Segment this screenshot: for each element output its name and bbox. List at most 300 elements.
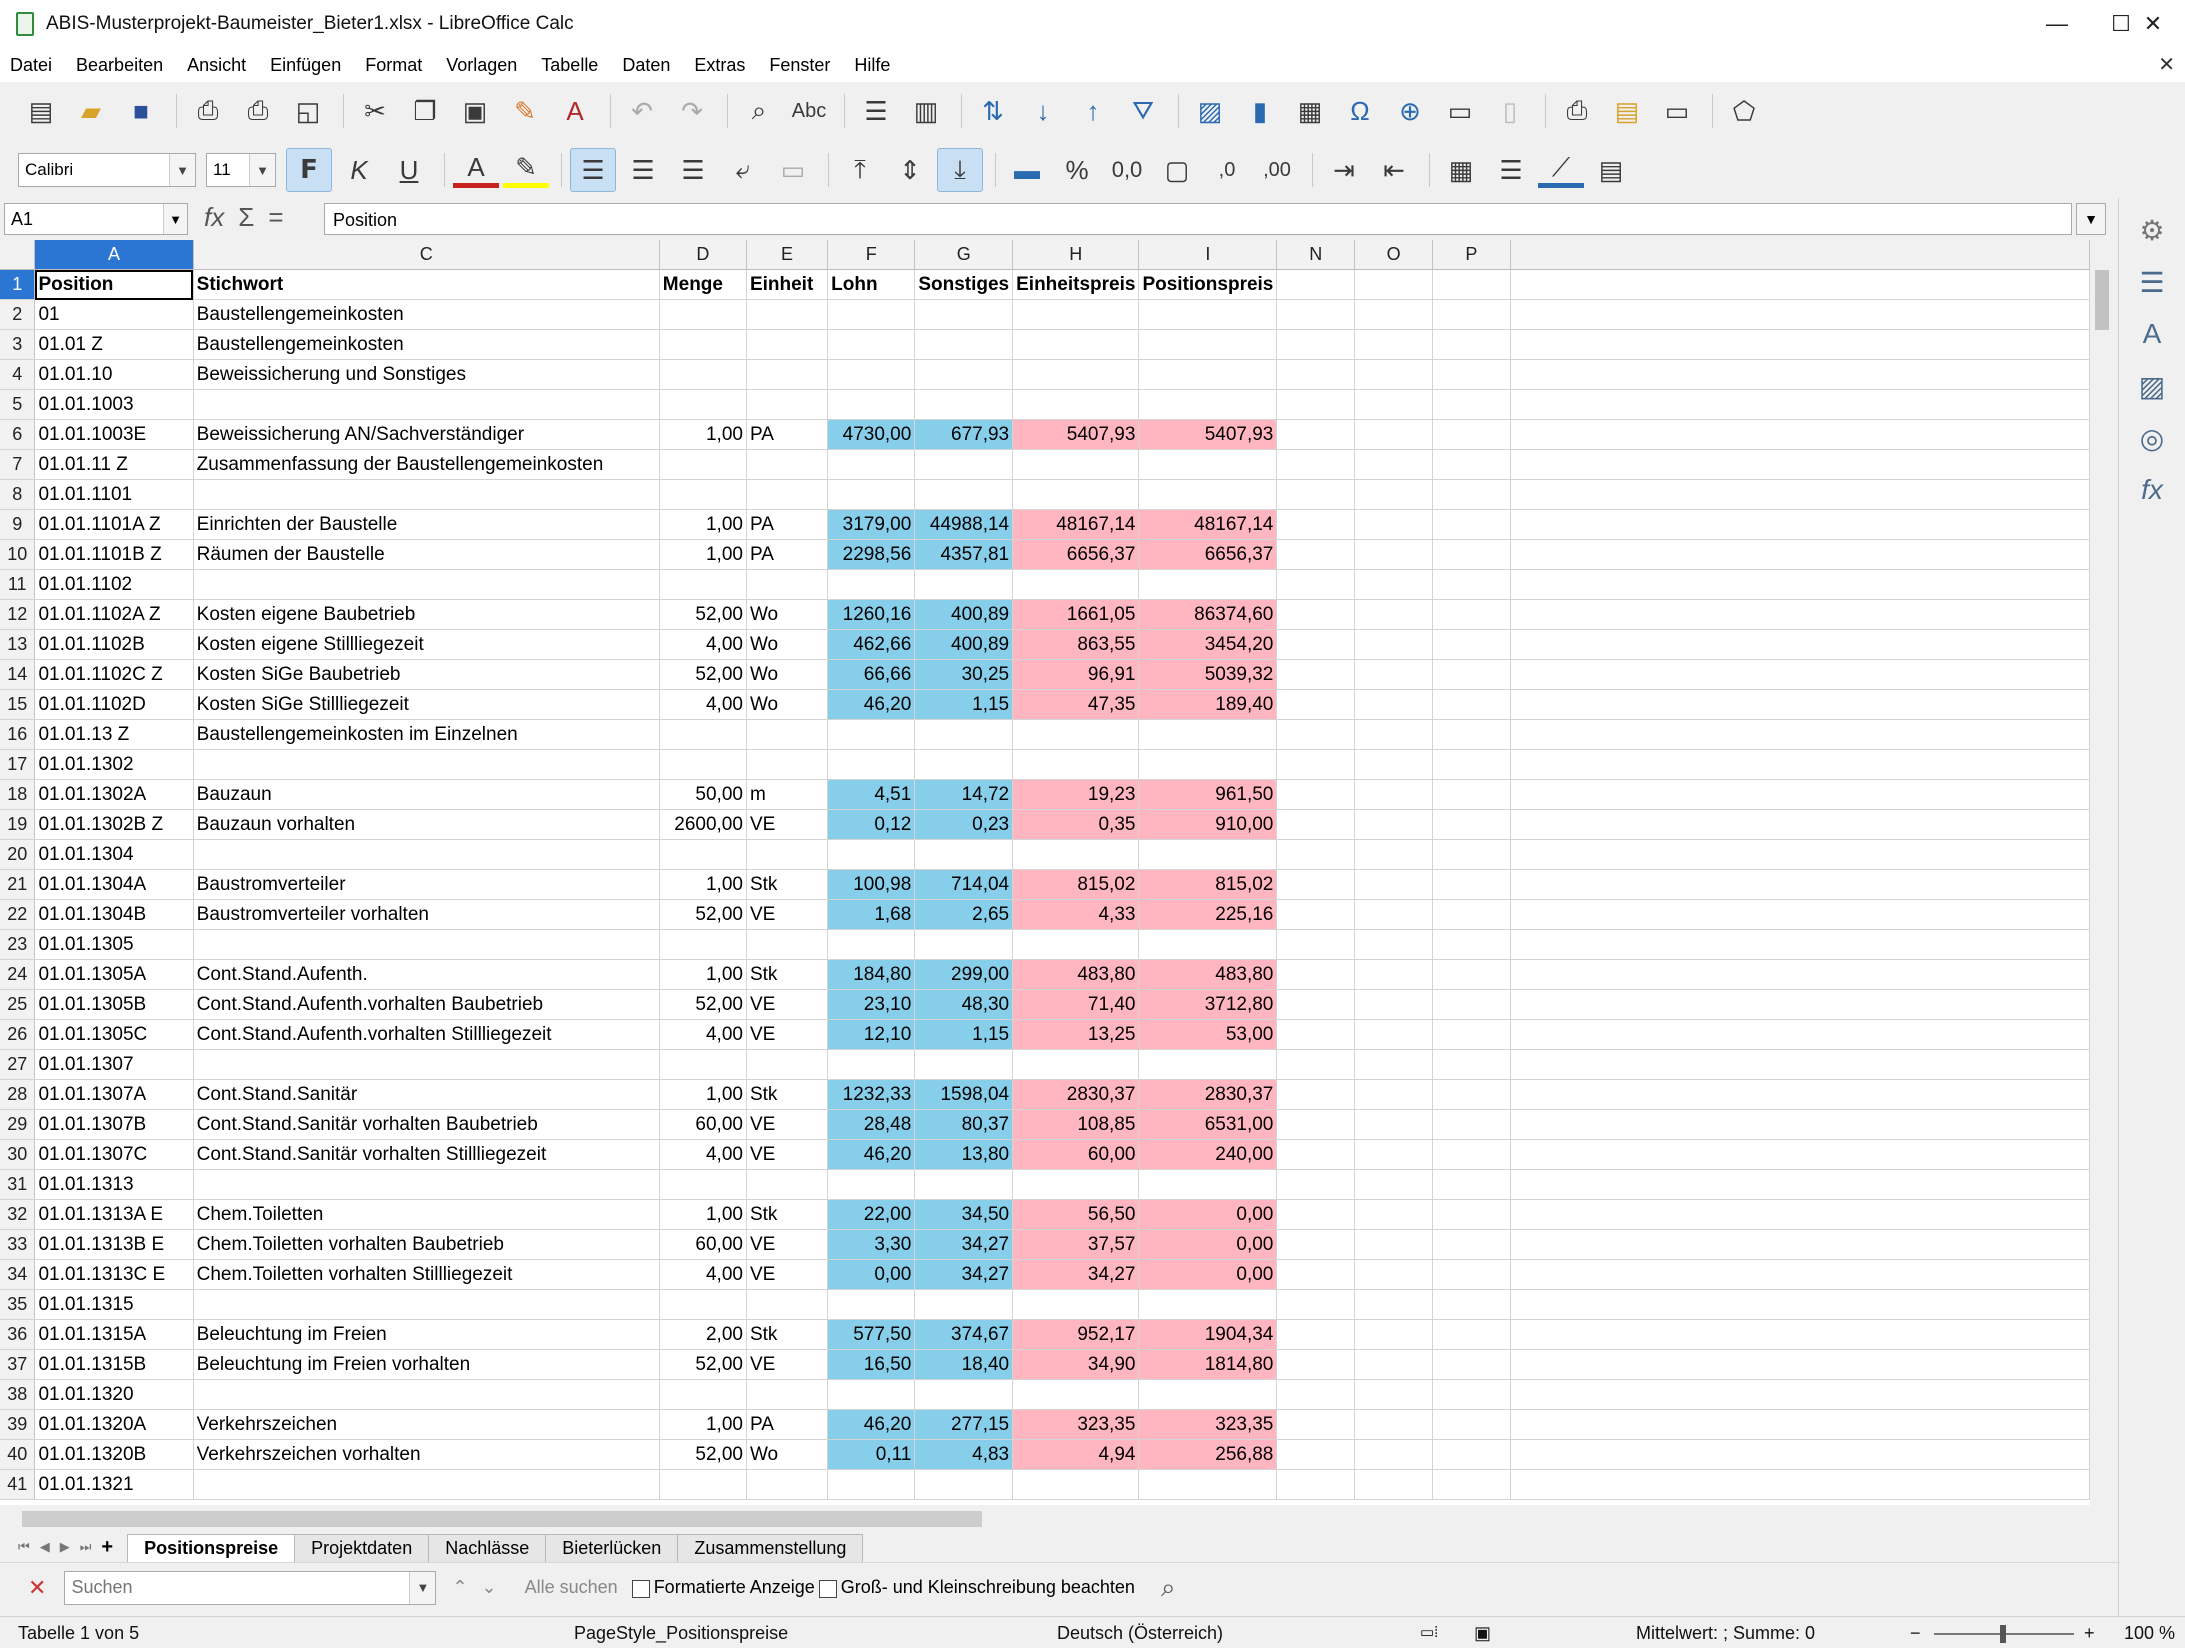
cell-g[interactable]: 714,04 [915,870,1013,900]
empty-cell[interactable] [1510,480,2089,510]
cell-i[interactable]: 6656,37 [1139,540,1277,570]
cell-g[interactable]: 2,65 [915,900,1013,930]
cell-h[interactable]: 952,17 [1013,1320,1139,1350]
cell-e[interactable]: Stk [746,1320,827,1350]
empty-cell[interactable] [1510,570,2089,600]
cell-e[interactable]: Stk [746,1200,827,1230]
insert-image-icon[interactable]: ▨ [1197,95,1223,126]
wrap-text-icon[interactable]: ⤶ [735,154,751,184]
menu-item-6[interactable]: Vorlagen [446,54,518,75]
cell-e[interactable]: m [746,780,827,810]
empty-cell[interactable] [1355,930,1433,960]
italic-button[interactable]: K [350,154,368,185]
cell-h[interactable]: 323,35 [1013,1410,1139,1440]
row-header[interactable]: 39 [0,1410,35,1440]
cell-c[interactable]: Kosten eigene Stillliegezeit [193,630,659,660]
cell-h[interactable] [1013,840,1139,870]
menu-item-4[interactable]: Einfügen [270,54,342,75]
cell-d[interactable]: 4,00 [659,690,746,720]
minimize-button[interactable]: — [2046,11,2068,36]
empty-cell[interactable] [1277,390,1355,420]
empty-cell[interactable] [1510,1230,2089,1260]
cell-c[interactable] [193,840,659,870]
empty-cell[interactable] [1277,420,1355,450]
cell-a[interactable]: 01.01.1313A E [35,1200,193,1230]
empty-cell[interactable] [1510,900,2089,930]
empty-cell[interactable] [1433,1020,1511,1050]
cell-h[interactable] [1013,720,1139,750]
cell-d[interactable] [659,1290,746,1320]
row-header[interactable]: 23 [0,930,35,960]
empty-cell[interactable] [1277,630,1355,660]
empty-cell[interactable] [1355,540,1433,570]
column-header[interactable]: N [1277,240,1355,270]
cell-g[interactable]: 400,89 [915,600,1013,630]
cell-i[interactable]: 323,35 [1139,1410,1277,1440]
formula-input[interactable]: Position [324,203,2072,235]
border-style-icon[interactable]: ☰ [1499,154,1523,185]
empty-cell[interactable] [1277,1320,1355,1350]
cell-e[interactable] [746,1170,827,1200]
cell-a[interactable]: 01.01.1101 [35,480,193,510]
cell-g[interactable] [915,390,1013,420]
cell-g[interactable] [915,450,1013,480]
cell-d[interactable]: 4,00 [659,1260,746,1290]
cell-h[interactable]: 19,23 [1013,780,1139,810]
cell-a[interactable]: 01.01.1321 [35,1470,193,1500]
borders-icon[interactable]: ▦ [1448,154,1474,185]
menu-item-8[interactable]: Daten [622,54,671,75]
empty-cell[interactable] [1433,780,1511,810]
empty-cell[interactable] [1433,300,1511,330]
cell-f[interactable]: 4730,00 [828,420,915,450]
row-header[interactable]: 14 [0,660,35,690]
cell-a[interactable]: 01.01.1320 [35,1380,193,1410]
empty-cell[interactable] [1355,870,1433,900]
cell-h[interactable] [1013,750,1139,780]
empty-cell[interactable] [1277,1110,1355,1140]
cell-e[interactable] [746,330,827,360]
special-character-icon[interactable]: Ω [1350,95,1370,126]
cell-a[interactable]: 01 [35,300,193,330]
cell-a[interactable]: 01.01.1320A [35,1410,193,1440]
cell-a[interactable]: 01.01.1304B [35,900,193,930]
cell-f[interactable]: 0,11 [828,1440,915,1470]
row-header[interactable]: 15 [0,690,35,720]
properties-icon[interactable]: ☰ [2139,266,2165,298]
empty-cell[interactable] [1510,270,2089,300]
row-header[interactable]: 24 [0,960,35,990]
header-cell[interactable]: Menge [659,270,746,300]
formatted-display-option[interactable] [632,1577,815,1598]
cell-e[interactable] [746,1380,827,1410]
cell-i[interactable] [1139,750,1277,780]
cell-i[interactable] [1139,1050,1277,1080]
empty-cell[interactable] [1277,510,1355,540]
font-size-box[interactable] [206,153,276,187]
cell-i[interactable] [1139,840,1277,870]
cell-f[interactable] [828,1170,915,1200]
close-window-button[interactable]: ✕ [2143,11,2163,36]
match-case-option[interactable] [819,1577,1135,1598]
cell-g[interactable]: 80,37 [915,1110,1013,1140]
open-folder-icon[interactable]: ▰ [81,95,101,126]
cell-i[interactable]: 0,00 [1139,1230,1277,1260]
cell-e[interactable]: VE [746,1350,827,1380]
freeze-rows-icon[interactable]: ▤ [1614,95,1640,126]
cell-c[interactable] [193,480,659,510]
cell-a[interactable]: 01.01.1003E [35,420,193,450]
cell-g[interactable]: 299,00 [915,960,1013,990]
header-cell[interactable]: Position [35,270,193,300]
cell-c[interactable]: Cont.Stand.Aufenth.vorhalten Stillliegezeit [193,1020,659,1050]
column-header[interactable]: G [915,240,1013,270]
cell-i[interactable]: 3712,80 [1139,990,1277,1020]
empty-cell[interactable] [1510,930,2089,960]
cell-f[interactable]: 28,48 [828,1110,915,1140]
empty-cell[interactable] [1433,480,1511,510]
cell-i[interactable]: 225,16 [1139,900,1277,930]
empty-cell[interactable] [1277,1410,1355,1440]
empty-cell[interactable] [1433,1410,1511,1440]
next-sheet-icon[interactable]: ▶ [59,1539,70,1554]
checkbox[interactable] [819,1580,837,1598]
empty-cell[interactable] [1277,1230,1355,1260]
empty-cell[interactable] [1433,660,1511,690]
cell-f[interactable]: 1,68 [828,900,915,930]
autofilter-icon[interactable]: ⛛ [1132,95,1154,125]
empty-cell[interactable] [1433,600,1511,630]
cell-g[interactable]: 1598,04 [915,1080,1013,1110]
empty-cell[interactable] [1433,750,1511,780]
empty-cell[interactable] [1277,1440,1355,1470]
empty-cell[interactable] [1510,540,2089,570]
empty-cell[interactable] [1510,1050,2089,1080]
row-header[interactable]: 17 [0,750,35,780]
horizontal-scrollbar[interactable] [0,1506,2112,1532]
empty-cell[interactable] [1510,1290,2089,1320]
cell-i[interactable]: 240,00 [1139,1140,1277,1170]
find-all-button[interactable]: Alle suchen [524,1577,618,1597]
sort-icon[interactable]: ⇅ [982,95,1004,126]
cell-e[interactable]: Stk [746,960,827,990]
chevron-down-icon[interactable]: ▼ [169,154,195,186]
cell-d[interactable] [659,750,746,780]
cell-g[interactable]: 0,23 [915,810,1013,840]
cell-c[interactable]: Verkehrszeichen vorhalten [193,1440,659,1470]
cell-e[interactable]: PA [746,540,827,570]
row-header[interactable]: 35 [0,1290,35,1320]
cell-i[interactable]: 256,88 [1139,1440,1277,1470]
print-icon[interactable]: ⎙ [247,95,269,125]
cell-i[interactable]: 1814,80 [1139,1350,1277,1380]
empty-cell[interactable] [1355,1290,1433,1320]
empty-cell[interactable] [1433,1080,1511,1110]
cell-c[interactable]: Baustromverteiler vorhalten [193,900,659,930]
empty-cell[interactable] [1277,780,1355,810]
cell-a[interactable]: 01.01.1302 [35,750,193,780]
cell-h[interactable]: 815,02 [1013,870,1139,900]
empty-cell[interactable] [1510,750,2089,780]
cell-d[interactable]: 1,00 [659,870,746,900]
column-header[interactable]: A [35,240,193,270]
row-header[interactable]: 16 [0,720,35,750]
empty-cell[interactable] [1355,660,1433,690]
cell-f[interactable]: 46,20 [828,1410,915,1440]
chevron-down-icon[interactable]: ▼ [249,154,275,186]
row-header[interactable]: 7 [0,450,35,480]
cell-f[interactable] [828,570,915,600]
empty-cell[interactable] [1355,270,1433,300]
find-replace-icon[interactable]: ⌕ [751,95,767,125]
cell-e[interactable]: VE [746,900,827,930]
comment-icon[interactable]: ▭ [1447,95,1473,126]
cell-g[interactable]: 677,93 [915,420,1013,450]
cell-c[interactable]: Räumen der Baustelle [193,540,659,570]
menu-item-9[interactable]: Extras [694,54,746,75]
cell-c[interactable]: Chem.Toiletten vorhalten Baubetrieb [193,1230,659,1260]
define-print-area-icon[interactable]: ⎙ [1566,95,1588,125]
empty-cell[interactable] [1510,1410,2089,1440]
empty-cell[interactable] [1355,360,1433,390]
cell-h[interactable] [1013,930,1139,960]
border-color-icon[interactable]: ⟋ [1538,152,1584,188]
percent-format-icon[interactable]: % [1065,154,1089,185]
cell-h[interactable]: 37,57 [1013,1230,1139,1260]
cell-h[interactable]: 1661,05 [1013,600,1139,630]
row-header[interactable]: 20 [0,840,35,870]
empty-cell[interactable] [1433,840,1511,870]
empty-cell[interactable] [1433,570,1511,600]
cell-f[interactable] [828,360,915,390]
empty-cell[interactable] [1277,360,1355,390]
cell-f[interactable]: 66,66 [828,660,915,690]
function-wizard-icon[interactable]: fx [204,202,225,232]
empty-cell[interactable] [1277,1200,1355,1230]
cell-d[interactable] [659,930,746,960]
increase-indent-icon[interactable]: ⇥ [1333,154,1355,185]
name-box[interactable] [4,203,188,235]
empty-cell[interactable] [1355,1170,1433,1200]
find-next-icon[interactable]: ⌄ [481,1577,497,1597]
cell-i[interactable] [1139,1380,1277,1410]
cell-d[interactable]: 4,00 [659,1140,746,1170]
cell-g[interactable]: 48,30 [915,990,1013,1020]
empty-cell[interactable] [1510,1170,2089,1200]
cell-h[interactable]: 47,35 [1013,690,1139,720]
empty-cell[interactable] [1433,450,1511,480]
cell-i[interactable] [1139,1470,1277,1500]
empty-cell[interactable] [1433,1140,1511,1170]
row-header[interactable]: 40 [0,1440,35,1470]
cell-e[interactable] [746,840,827,870]
empty-cell[interactable] [1433,630,1511,660]
cell-a[interactable]: 01.01.1302A [35,780,193,810]
empty-cell[interactable] [1355,450,1433,480]
cell-c[interactable] [193,390,659,420]
cell-c[interactable]: Verkehrszeichen [193,1410,659,1440]
empty-cell[interactable] [1355,1350,1433,1380]
cell-d[interactable]: 2,00 [659,1320,746,1350]
empty-cell[interactable] [1277,720,1355,750]
cell-i[interactable]: 2830,37 [1139,1080,1277,1110]
cell-d[interactable] [659,1170,746,1200]
empty-cell[interactable] [1277,660,1355,690]
empty-cell[interactable] [1355,1470,1433,1500]
cell-g[interactable]: 18,40 [915,1350,1013,1380]
undo-icon[interactable]: ↶ [631,95,653,126]
row-header[interactable]: 4 [0,360,35,390]
empty-cell[interactable] [1277,810,1355,840]
cell-f[interactable] [828,1380,915,1410]
cell-e[interactable]: VE [746,1020,827,1050]
empty-cell[interactable] [1433,1110,1511,1140]
empty-cell[interactable] [1355,1410,1433,1440]
cell-i[interactable] [1139,330,1277,360]
cell-f[interactable]: 22,00 [828,1200,915,1230]
cell-g[interactable] [915,1380,1013,1410]
row-header[interactable]: 38 [0,1380,35,1410]
menu-item-3[interactable]: Ansicht [187,54,247,75]
cell-g[interactable]: 4,83 [915,1440,1013,1470]
cell-f[interactable]: 3179,00 [828,510,915,540]
empty-cell[interactable] [1510,1380,2089,1410]
cell-d[interactable]: 52,00 [659,660,746,690]
insert-chart-icon[interactable]: ▮ [1252,95,1268,126]
empty-cell[interactable] [1433,690,1511,720]
cell-d[interactable]: 1,00 [659,1080,746,1110]
cut-icon[interactable]: ✂ [364,95,386,126]
cell-e[interactable]: Wo [746,630,827,660]
cell-f[interactable] [828,300,915,330]
column-header[interactable]: P [1433,240,1511,270]
empty-cell[interactable] [1433,1440,1511,1470]
cell-f[interactable]: 462,66 [828,630,915,660]
cell-f[interactable]: 3,30 [828,1230,915,1260]
empty-cell[interactable] [1355,1080,1433,1110]
cell-d[interactable]: 1,00 [659,1410,746,1440]
align-top-icon[interactable]: ⤒ [854,154,866,184]
cell-g[interactable] [915,1290,1013,1320]
cell-d[interactable] [659,360,746,390]
new-document-icon[interactable]: ▤ [28,95,54,126]
cell-c[interactable]: Cont.Stand.Aufenth. [193,960,659,990]
cell-h[interactable]: 71,40 [1013,990,1139,1020]
headers-footers-icon[interactable]: ▯ [1502,95,1518,126]
empty-cell[interactable] [1433,1170,1511,1200]
cell-a[interactable]: 01.01.1315 [35,1290,193,1320]
cell-e[interactable] [746,360,827,390]
cell-c[interactable]: Cont.Stand.Sanitär [193,1080,659,1110]
cell-a[interactable]: 01.01.1304 [35,840,193,870]
gallery-icon[interactable]: ▨ [2138,370,2166,402]
cell-i[interactable]: 961,50 [1139,780,1277,810]
cell-h[interactable] [1013,330,1139,360]
empty-cell[interactable] [1355,690,1433,720]
sheet-tab-3[interactable]: Nachlässe [428,1534,546,1562]
cell-f[interactable]: 0,12 [828,810,915,840]
row-header[interactable]: 11 [0,570,35,600]
cell-e[interactable]: PA [746,1410,827,1440]
cell-d[interactable] [659,840,746,870]
chevron-down-icon[interactable]: ▼ [409,1572,435,1604]
empty-cell[interactable] [1355,1380,1433,1410]
cell-c[interactable]: Kosten SiGe Baubetrieb [193,660,659,690]
empty-cell[interactable] [1355,510,1433,540]
cell-g[interactable] [915,1050,1013,1080]
empty-cell[interactable] [1433,870,1511,900]
find-previous-icon[interactable]: ⌃ [452,1577,468,1597]
empty-cell[interactable] [1277,270,1355,300]
delete-decimal-icon[interactable]: ,00 [1263,158,1291,181]
row-header[interactable]: 10 [0,540,35,570]
cell-d[interactable] [659,390,746,420]
cell-c[interactable]: Cont.Stand.Sanitär vorhalten Baubetrieb [193,1110,659,1140]
cell-c[interactable]: Chem.Toiletten vorhalten Stillliegezeit [193,1260,659,1290]
cell-a[interactable]: 01.01 Z [35,330,193,360]
cell-f[interactable]: 2298,56 [828,540,915,570]
add-decimal-icon[interactable]: ,0 [1218,158,1236,181]
sheet-tab-4[interactable]: Bieterlücken [545,1534,678,1562]
cell-a[interactable]: 01.01.1313 [35,1170,193,1200]
cell-e[interactable]: PA [746,510,827,540]
cell-e[interactable] [746,450,827,480]
empty-cell[interactable] [1510,420,2089,450]
row-header[interactable]: 21 [0,870,35,900]
cell-f[interactable]: 12,10 [828,1020,915,1050]
hyperlink-icon[interactable]: ⊕ [1399,95,1421,126]
cell-g[interactable]: 277,15 [915,1410,1013,1440]
cell-i[interactable]: 0,00 [1139,1260,1277,1290]
cell-i[interactable] [1139,1170,1277,1200]
empty-cell[interactable] [1277,690,1355,720]
cell-a[interactable]: 01.01.1305A [35,960,193,990]
cell-c[interactable]: Cont.Stand.Sanitär vorhalten Stillliegezeit [193,1140,659,1170]
cell-d[interactable]: 52,00 [659,900,746,930]
cell-a[interactable]: 01.01.1102 [35,570,193,600]
cell-c[interactable]: Bauzaun vorhalten [193,810,659,840]
header-cell[interactable]: Lohn [828,270,915,300]
empty-cell[interactable] [1277,750,1355,780]
cell-a[interactable]: 01.01.1003 [35,390,193,420]
cell-d[interactable]: 52,00 [659,990,746,1020]
empty-cell[interactable] [1277,1380,1355,1410]
empty-cell[interactable] [1433,810,1511,840]
empty-cell[interactable] [1510,1470,2089,1500]
cell-g[interactable]: 374,67 [915,1320,1013,1350]
cell-e[interactable]: VE [746,1110,827,1140]
cell-i[interactable]: 189,40 [1139,690,1277,720]
cell-c[interactable] [193,930,659,960]
cell-i[interactable] [1139,720,1277,750]
cell-g[interactable]: 400,89 [915,630,1013,660]
row-header[interactable]: 18 [0,780,35,810]
cell-h[interactable] [1013,360,1139,390]
column-header[interactable]: C [193,240,659,270]
cell-g[interactable] [915,480,1013,510]
empty-cell[interactable] [1277,840,1355,870]
zoom-level[interactable]: 100 % [2124,1623,2176,1643]
cell-h[interactable] [1013,1470,1139,1500]
empty-cell[interactable] [1355,1140,1433,1170]
cell-e[interactable]: PA [746,420,827,450]
header-cell[interactable]: Positionspreis [1139,270,1277,300]
empty-cell[interactable] [1355,330,1433,360]
cell-d[interactable]: 2600,00 [659,810,746,840]
cell-c[interactable] [193,1050,659,1080]
language[interactable]: Deutsch (Österreich) [1057,1623,1224,1643]
save-icon[interactable]: ■ [133,95,149,126]
